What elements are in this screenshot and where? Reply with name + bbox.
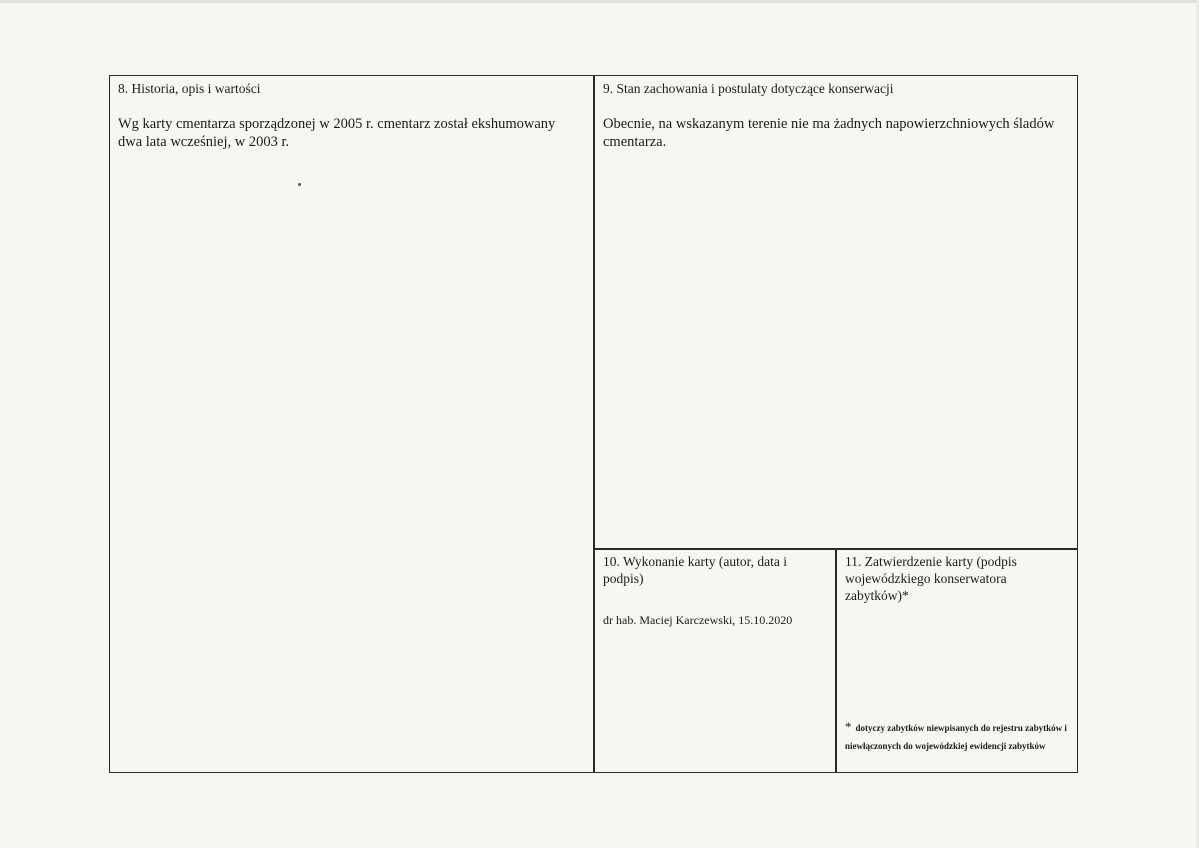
section-9-heading: 9. Stan zachowania i postulaty dotyczące konserwacji <box>603 81 894 96</box>
section-8-text: Wg karty cmentarza sporządzonej w 2005 r. cmentarz został ekshumowany dwa lata wcześniej, w 2003 r. <box>118 116 556 150</box>
section-10-heading: 10. Wykonanie karty (autor, data i podpis) <box>603 554 787 586</box>
section-9-text: Obecnie, na wskazanym terenie nie ma żadnych napowierzchniowych śladów cmentarza. <box>603 116 1055 150</box>
footnote-asterisk: * <box>845 719 852 734</box>
footnote-text: dotyczy zabytków niewpisanych do rejestru zabytków i niewłączonych do wojewódzkiej ewidencji zabytków <box>845 723 1067 751</box>
scan-speck <box>298 183 301 186</box>
monument-card-table <box>109 75 1078 773</box>
section-8-heading: 8. Historia, opis i wartości <box>118 81 261 96</box>
author-signature: dr hab. Maciej Karczewski, 15.10.2020 <box>603 613 793 627</box>
section-11-cell <box>837 550 1077 772</box>
section-8-cell <box>110 76 593 772</box>
page-top-edge <box>0 0 1199 3</box>
section-10-cell <box>595 550 835 772</box>
footnote <box>845 718 1070 754</box>
section-9-cell <box>595 76 1077 548</box>
section-11-heading: 11. Zatwierdzenie karty (podpis wojewódzkiego konserwatora zabytków)* <box>845 554 1017 603</box>
